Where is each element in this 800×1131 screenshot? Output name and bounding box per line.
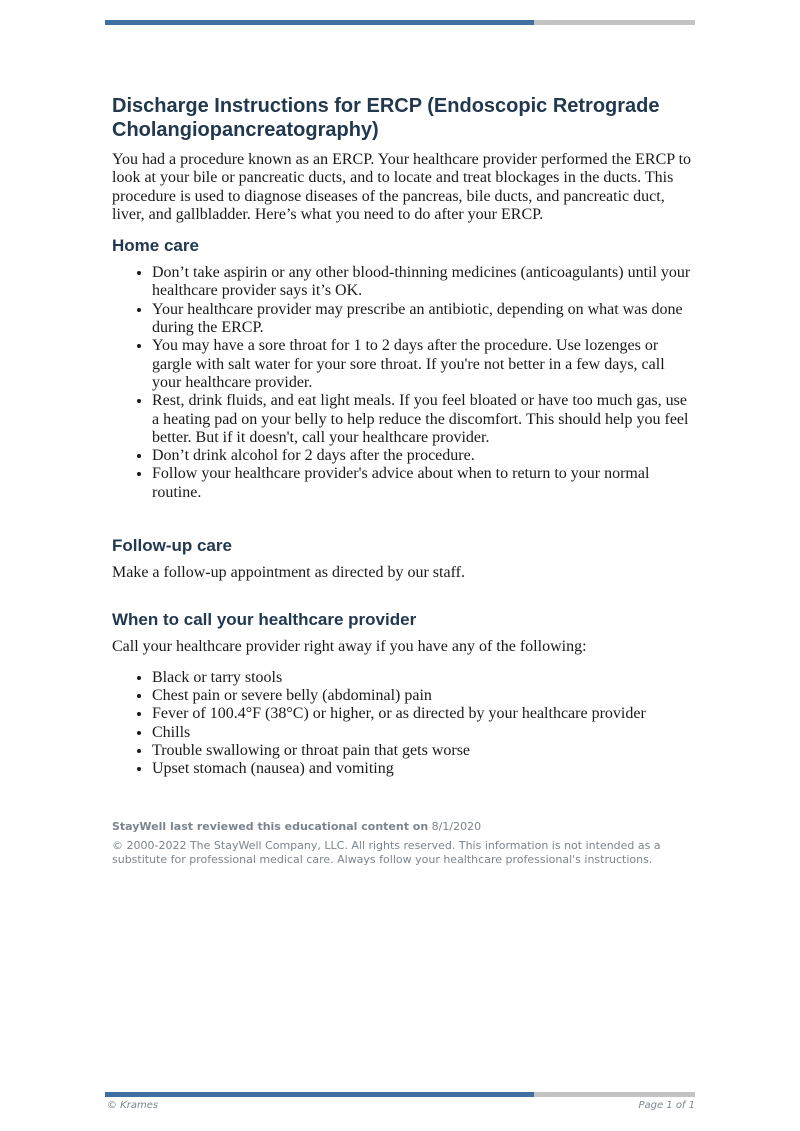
list-item: • Chills bbox=[152, 724, 692, 742]
copyright-notice: © 2000-2022 The StayWell Company, LLC. All rights reserved. This information is not intended as a substitute for professional medical care. Always follow your healthcare professional's instructions. bbox=[112, 839, 661, 866]
list-item: • Black or tarry stools bbox=[152, 669, 692, 687]
top-divider-bar bbox=[105, 20, 695, 25]
list-item: • Fever of 100.4°F (38°C) or higher, or as directed by your healthcare provider bbox=[152, 705, 692, 723]
brand-footer: © Krames bbox=[107, 1100, 159, 1111]
when-to-call-text: Call your healthcare provider right away if you have any of the following: bbox=[112, 638, 587, 656]
bottom-divider-bar bbox=[105, 1092, 695, 1097]
reviewed-label: StayWell last reviewed this educational content on bbox=[112, 820, 429, 833]
reviewed-date: 8/1/2020 bbox=[431, 820, 482, 833]
intro-paragraph: You had a procedure known as an ERCP. Your healthcare provider performed the ERCP to look at your bile or pancreatic ducts, and to locate and treat blockages in the ducts. This procedure is used to diagnose diseases of the pancreas, bile ducts, and pancreatic duct, liver, and gallbladder. Here’s what you need to do after your ERCP. bbox=[112, 151, 692, 223]
list-item: • Trouble swallowing or throat pain that gets worse bbox=[152, 742, 692, 760]
follow-up-text: Make a follow-up appointment as directed by our staff. bbox=[112, 564, 465, 582]
top-bar-blue-segment bbox=[105, 20, 534, 25]
bottom-bar-gray-segment bbox=[534, 1092, 695, 1097]
when-to-call-section bbox=[112, 610, 692, 778]
page-number: Page 1 of 1 bbox=[638, 1100, 695, 1111]
list-item: • Rest, drink fluids, and eat light meals. If you feel bloated or have too much gas, use a heating pad on your belly to help reduce the discomfort. This should help you feel better. But if it doesn't, call your healthcare provider. bbox=[152, 392, 692, 447]
list-item: • Follow your healthcare provider's advice about when to return to your normal routine. bbox=[152, 465, 692, 502]
list-item: • Your healthcare provider may prescribe an antibiotic, depending on what was done during the ERCP. bbox=[152, 301, 692, 338]
footer-note bbox=[112, 819, 692, 867]
home-care-section bbox=[112, 236, 692, 502]
home-care-heading: Home care bbox=[112, 236, 199, 256]
when-to-call-heading: When to call your healthcare provider bbox=[112, 610, 417, 630]
document-body bbox=[112, 94, 692, 778]
follow-up-heading: Follow-up care bbox=[112, 536, 232, 556]
list-item: • Upset stomach (nausea) and vomiting bbox=[152, 760, 692, 778]
review-line bbox=[112, 819, 692, 835]
bottom-bar-blue-segment bbox=[105, 1092, 534, 1097]
home-care-list bbox=[112, 264, 692, 502]
page-title: Discharge Instructions for ERCP (Endoscopic Retrograde Cholangiopancreatography) bbox=[112, 95, 660, 141]
list-item: • Chest pain or severe belly (abdominal) pain bbox=[152, 687, 692, 705]
top-bar-gray-segment bbox=[534, 20, 695, 25]
list-item: • Don’t drink alcohol for 2 days after the procedure. bbox=[152, 447, 692, 465]
list-item: • Don’t take aspirin or any other blood-thinning medicines (anticoagulants) until your healthcare provider says it’s OK. bbox=[152, 264, 692, 301]
list-item: • You may have a sore throat for 1 to 2 days after the procedure. Use lozenges or gargle with salt water for your sore throat. If you're not better in a few days, call your healthcare provider. bbox=[152, 337, 692, 392]
follow-up-section bbox=[112, 536, 692, 582]
symptoms-list bbox=[112, 669, 692, 779]
page-footer bbox=[107, 1100, 695, 1111]
